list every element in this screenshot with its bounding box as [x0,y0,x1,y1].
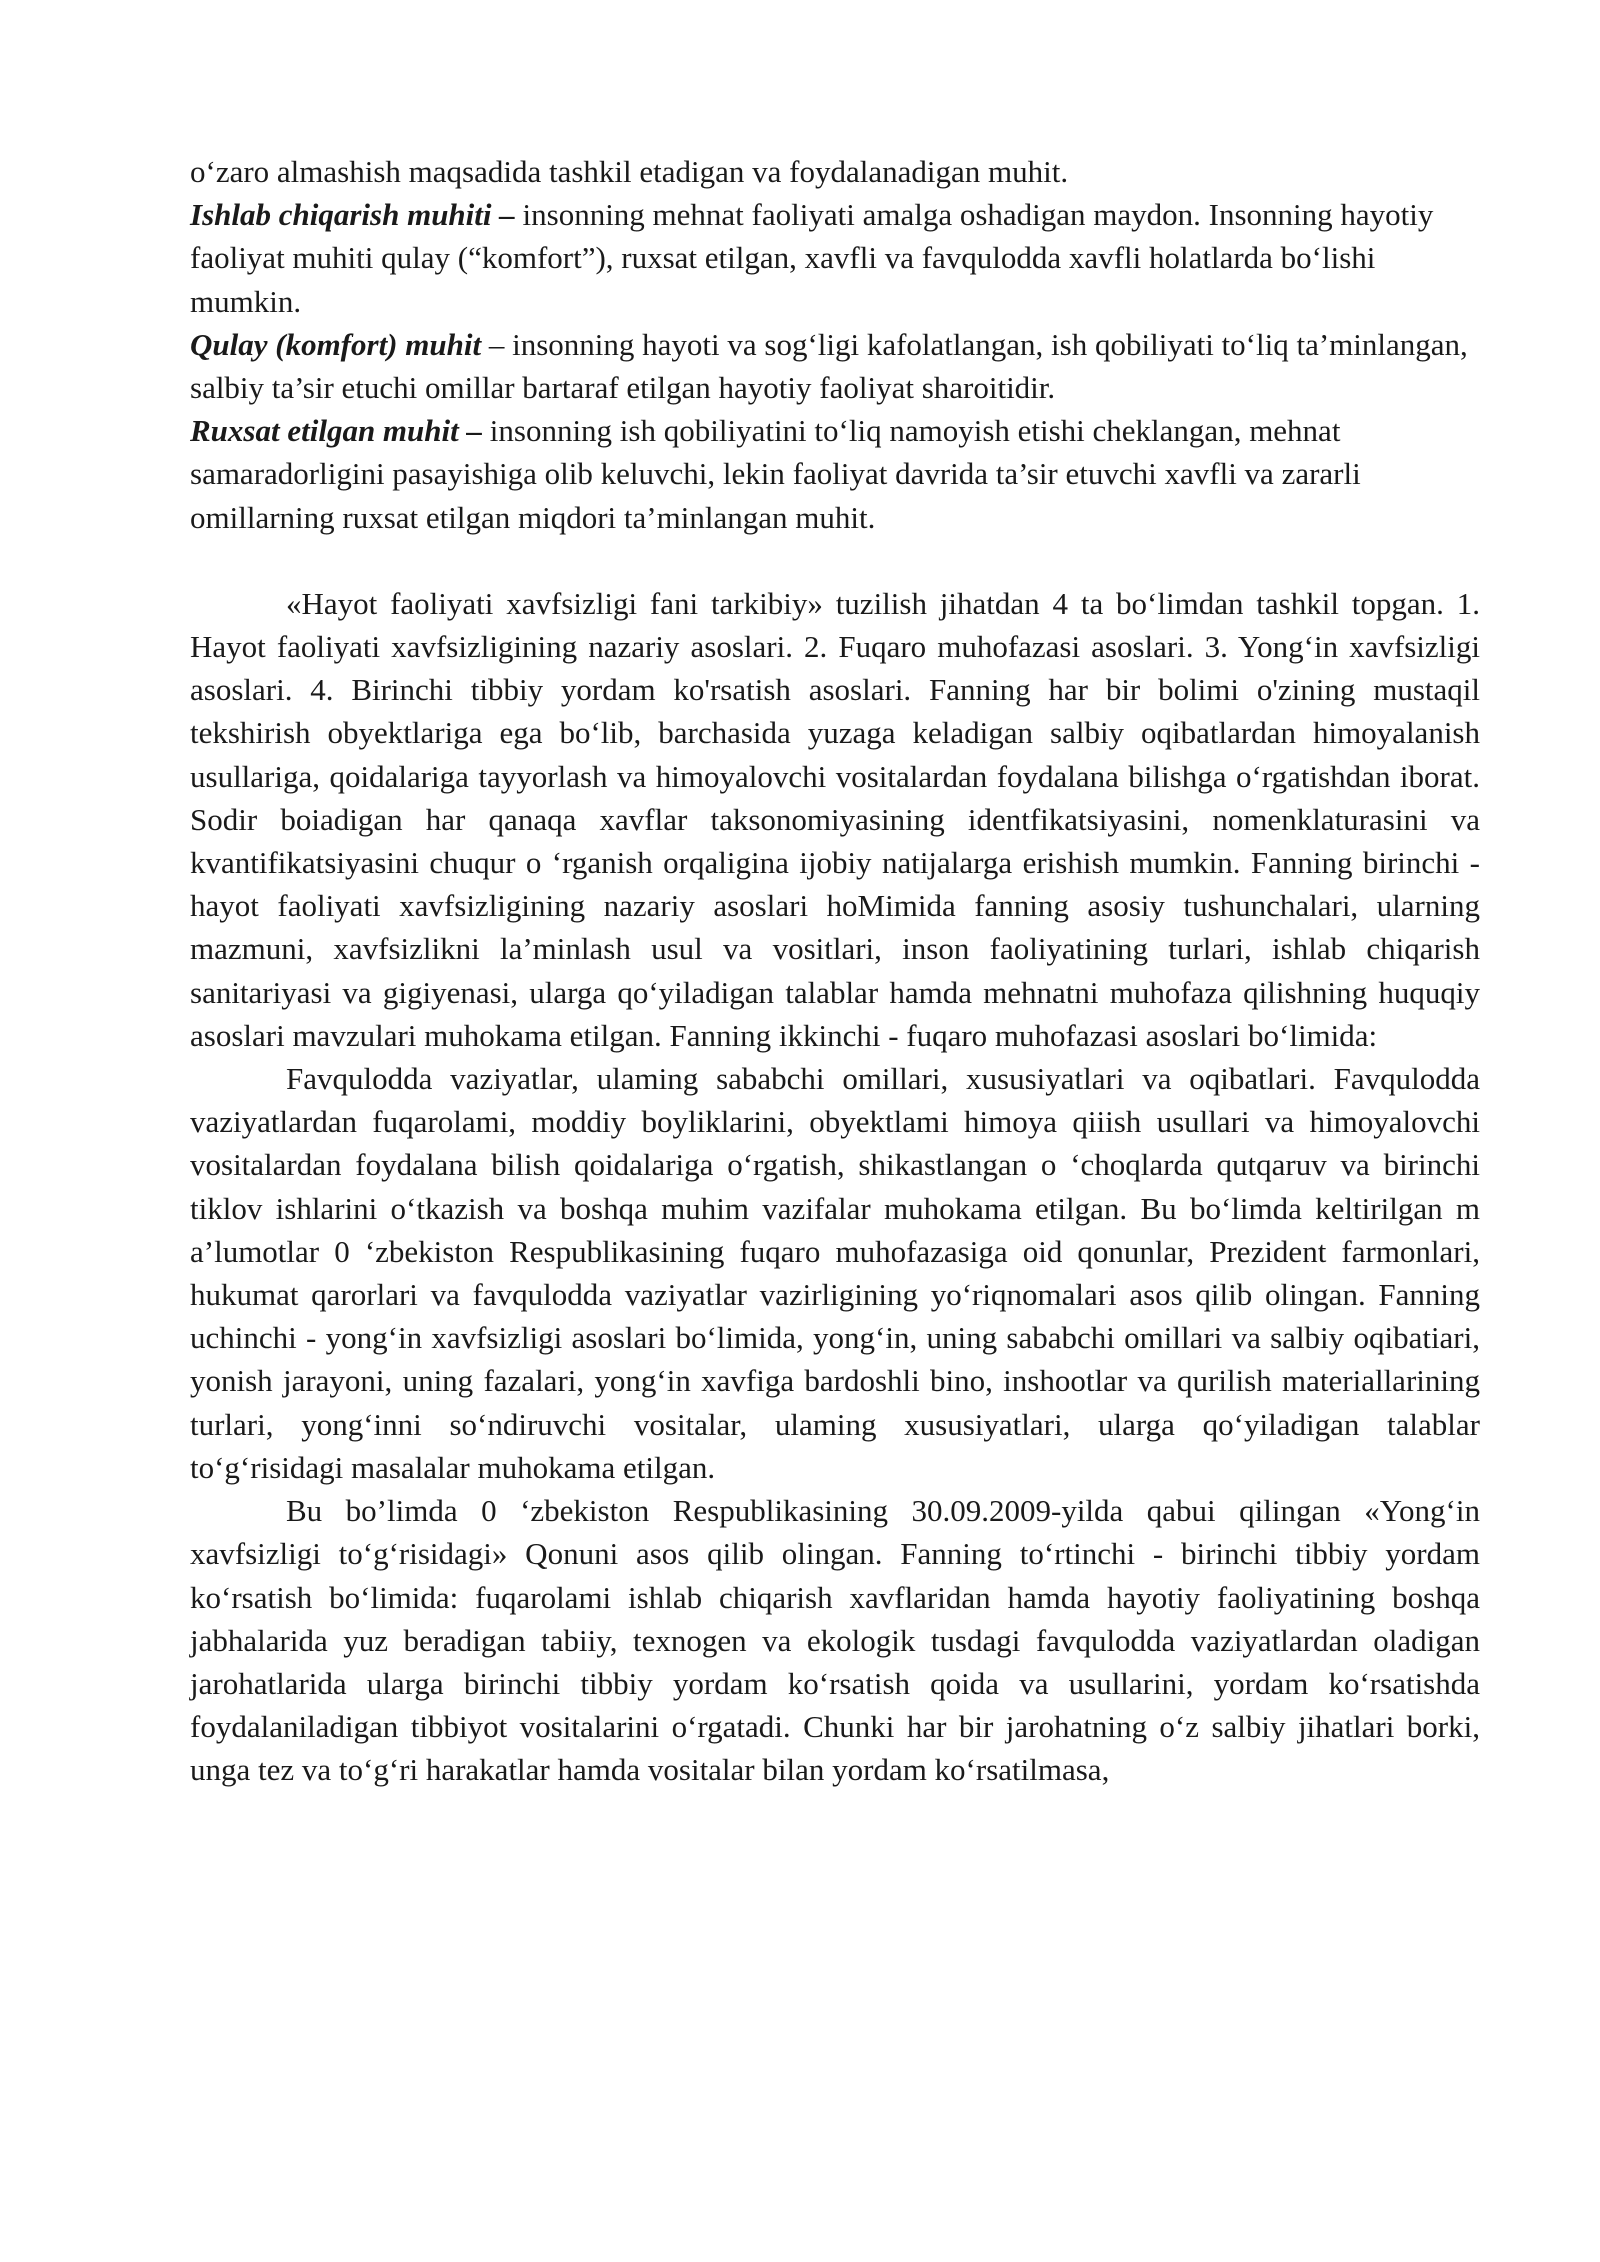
body-paragraph-1: «Hayot faoliyati xavfsizligi fani tarkibiy» tuzilish jihatdan 4 ta bo‘limdan tashkil topgan. 1. Hayot faoliyati xavfsizligining nazariy asoslari. 2. Fuqaro muhofazasi asoslari. 3. Yong‘in xavfsizligi asoslari. 4. Birinchi tibbiy yordam ko'rsatish asoslari. Fanning har bir bolimi o'zining mustaqil tekshirish obyektlariga ega bo‘lib, barchasida yuzaga keladigan salbiy oqibatlardan himoyalanish usullariga, qoidalariga tayyorlash va himoyalovchi vositalardan foydalana bilishga o‘rgatishdan iborat. Sodir boiadigan har qanaqa xavflar taksonomiyasining identfikatsiyasini, nomenklaturasini va kvantifikatsiyasini chuqur o ‘rganish orqaligina ijobiy natijalarga erishish mumkin. Fanning birinchi - hayot faoliyati xavfsizligining nazariy asoslari hoMimida fanning asosiy tushunchalari, ularning mazmuni, xavfsizlikni la’minlash usul va vositlari, inson faoliyatining turlari, ishlab chiqarish sanitariyasi va gigiyenasi, ularga qo‘yiladigan talablar hamda mehnatni muhofaza qilishning huquqiy asoslari mavzulari muhokama etilgan. Fanning ikkinchi - fuqaro muhofazasi asoslari bo‘limida: [190,585,1480,1053]
definition-ruxsat-etilgan-muhit [190,409,1480,539]
definition-text: insonning ish qobiliyatini to‘liq namoyish etishi cheklangan, mehnat samaradorligini pasayishiga olib keluvchi, lekin faoliyat davrida ta’sir etuvchi xavfli va zararli omillarning ruxsat etilgan miqdori ta’minlangan muhit. [190,413,1361,535]
definition-ishlab-chiqarish-muhiti [190,193,1480,323]
definition-term: Qulay (komfort) muhit [190,326,482,362]
body-paragraph-2: Favqulodda vaziyatlar, ulaming sababchi omillari, xususiyatlari va oqibatlari. Favqulodda vaziyatlardan fuqarolami, moddiy boyliklarini, obyektlami himoya qiiish usullari va himoyalovchi vositalardan foydalana bilish qoidalariga o‘rgatish, shikastlangan o ‘choqlarda qutqaruv va birinchi tiklov ishlarini o‘tkazish va boshqa muhim vazifalar muhokama etilgan. Bu bo‘limda keltirilgan m a’lumotlar 0 ‘zbekiston Respublikasining fuqaro muhofazasiga oid qonunlar, Prezident farmonlari, hukumat qarorlari va favqulodda vaziyatlar vazirligining yo‘riqnomalari asos qilib olingan. Fanning uchinchi - yong‘in xavfsizligi asoslari bo‘limida, yong‘in, uning sababchi omillari va salbiy oqibatiari, yonish jarayoni, uning fazalari, yong‘in xavfiga bardoshli bino, inshootlar va qurilish materiallarining turlari, yong‘inni so‘ndiruvchi vositalar, ulaming xususiyatlari, ularga qo‘yiladigan talablar to‘g‘risidagi masalalar muhokama etilgan. [190,1061,1480,1485]
definition-qulay-muhit [190,323,1480,409]
document-page [190,150,1480,1792]
definition-text: – insonning hayoti va sog‘ligi kafolatlangan, ish qobiliyati to‘liq ta’minlangan, salbiy ta’sir etuchi omillar bartaraf etilgan hayotiy faoliyat sharoitidir. [190,326,1468,406]
definition-term: Ishlab chiqarish muhiti – [190,197,515,233]
definition-term: Ruxsat etilgan muhit – [190,413,483,449]
body-paragraph-3: Bu bo’limda 0 ‘zbekiston Respublikasining 30.09.2009-yilda qabui qilingan «Yong‘in xavfsizligi to‘g‘risidagi» Qonuni asos qilib olingan. Fanning to‘rtinchi - birinchi tibbiy yordam ko‘rsatish bo‘limida: fuqarolami ishlab chiqarish xavflaridan hamda hayotiy faoliyatining boshqa jabhalarida yuz beradigan tabiiy, texnogen va ekologik tusdagi favqulodda vaziyatlardan oladigan jarohatlarida ularga birinchi tibbiy yordam ko‘rsatish qoida va usullarini, yordam ko‘rsatishda foydalaniladigan tibbiyot vositalarini o‘rgatadi. Chunki har bir jarohatning o‘z salbiy jihatlari borki, unga tez va to‘g‘ri harakatlar hamda vositalar bilan yordam ko‘rsatilmasa, [190,1493,1480,1788]
blank-line [190,539,1480,582]
continuation-line: o‘zaro almashish maqsadida tashkil etadigan va foydalanadigan muhit. [190,154,1069,189]
definition-text: insonning mehnat faoliyati amalga oshadigan maydon. Insonning hayotiy faoliyat muhiti qulay (“komfort”), ruxsat etilgan, xavfli va favqulodda xavfli holatlarda bo‘lishi mumkin. [190,197,1434,319]
